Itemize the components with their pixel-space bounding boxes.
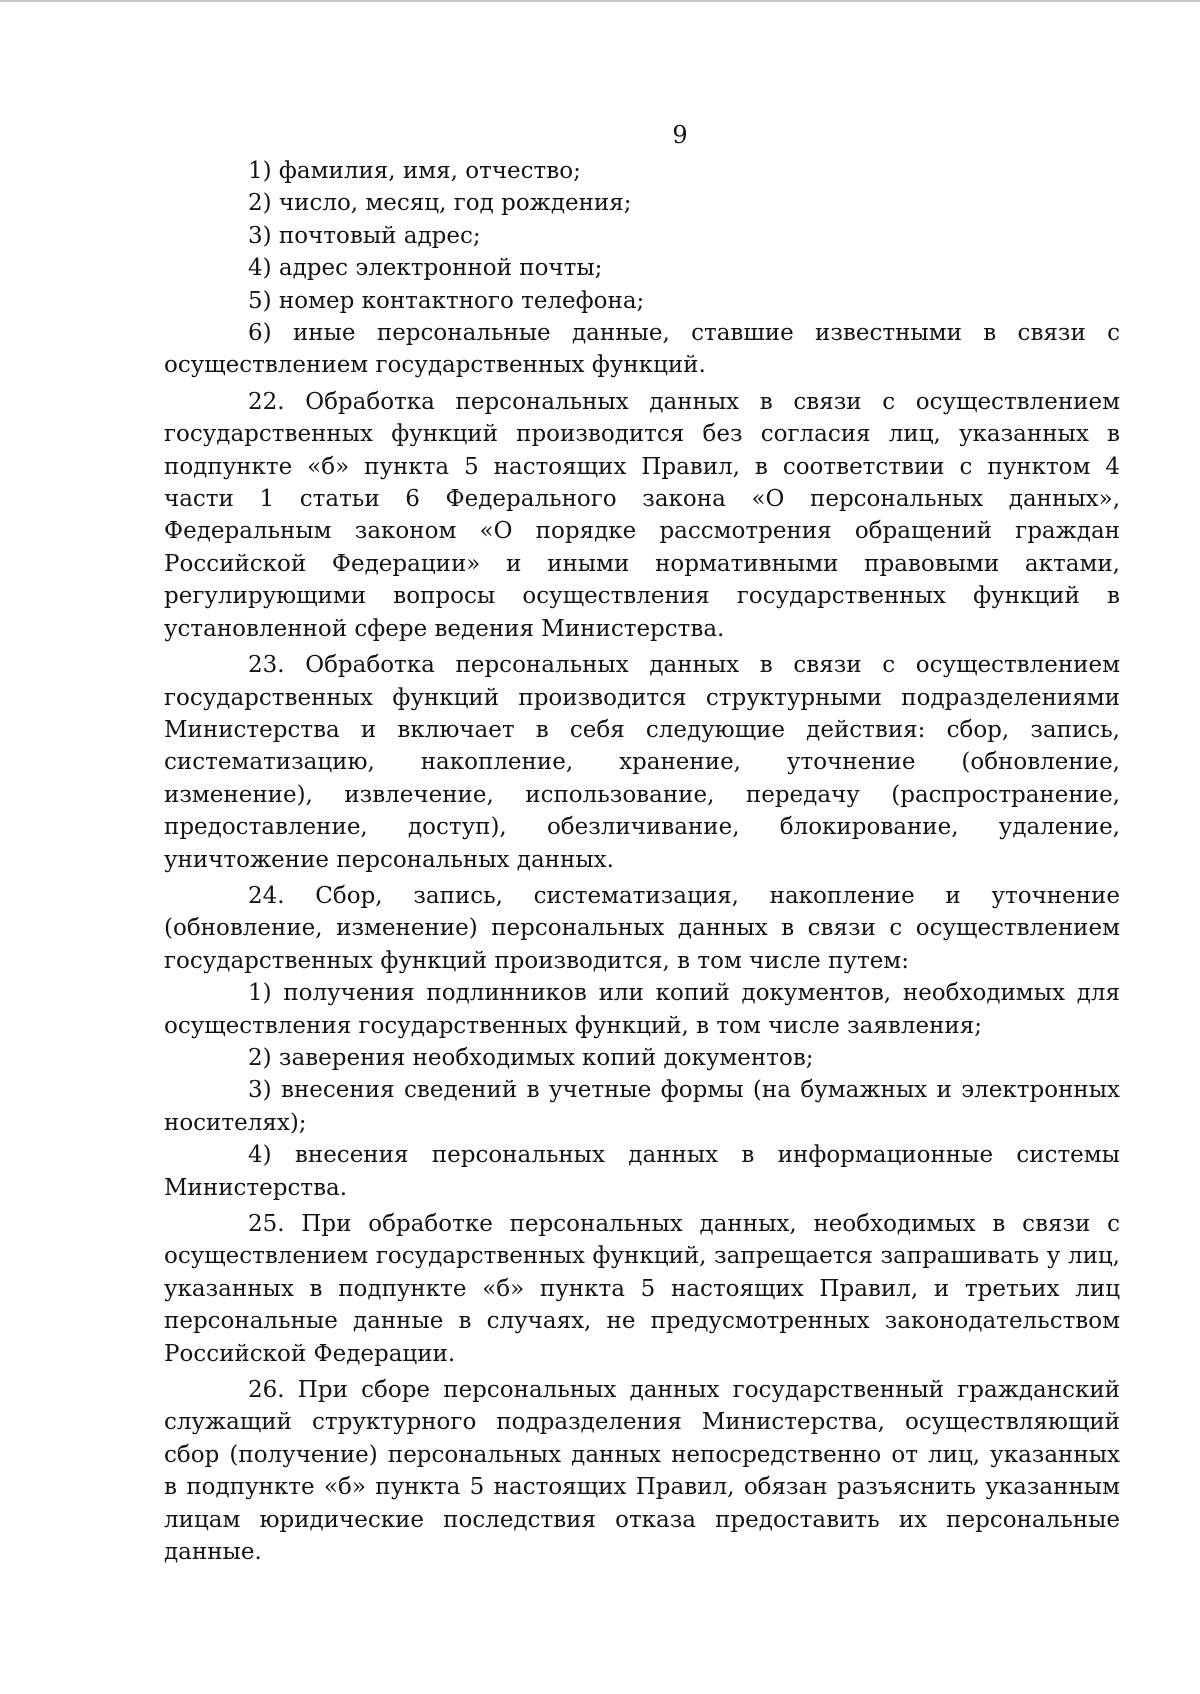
clause-26: 26. При сборе персональных данных государственный гражданский служащий структурного подразделения Министерства, осуществляющий сбор (получение) персональных данных непосредственно от лиц, указанных в подпункте «б» пункта 5 настоящих Правил, обязан разъяснить указанным лицам юридические последствия отказа предоставить их персональные данные. xyxy=(164,1377,1120,1566)
document-body xyxy=(164,155,1120,1568)
page-number: 9 xyxy=(672,121,688,149)
list-item-full-name: 1) фамилия, имя, отчество; xyxy=(248,158,581,184)
clause-24-item-2: 2) заверения необходимых копий документов; xyxy=(248,1044,814,1071)
clause-24-item-4: 4) внесения персональных данных в информационные системы Министерства. xyxy=(164,1142,1120,1201)
list-item-phone: 5) номер контактного телефона; xyxy=(248,287,645,314)
list-item-email: 4) адрес электронной почты; xyxy=(248,255,603,282)
list-item-birth-date: 2) число, месяц, год рождения; xyxy=(248,190,632,217)
clause-22: 22. Обработка персональных данных в связи с осуществлением государственных функций производится без согласия лиц, указанных в подпункте «б» пункта 5 настоящих Правил, в соответствии с пунктом 4 части 1 статьи 6 Федерального закона «О персональных данных», Федеральным законом «О порядке рассмотрения обращений граждан Российской Федерации» и иными нормативными правовыми актами, регулирующими вопросы осуществления государственных функций в установленной сфере ведения Министерства. xyxy=(164,388,1120,642)
clause-24-item-1: 1) получения подлинников или копий документов, необходимых для осуществления государственных функций, в том числе заявления; xyxy=(164,980,1120,1039)
clause-24-item-3: 3) внесения сведений в учетные формы (на бумажных и электронных носителях); xyxy=(164,1077,1120,1136)
list-item-other-data: 6) иные персональные данные, ставшие известными в связи с осуществлением государственных функций. xyxy=(164,320,1120,379)
clause-25: 25. При обработке персональных данных, необходимых в связи с осуществлением государственных функций, запрещается запрашивать у лиц, указанных в подпункте «б» пункта 5 настоящих Правил, и третьих лиц персональные данные в случаях, не предусмотренных законодательством Российской Федерации. xyxy=(164,1211,1120,1367)
clause-23: 23. Обработка персональных данных в связи с осуществлением государственных функций производится структурными подразделениями Министерства и включает в себя следующие действия: сбор, запись, систематизацию, накопление, хранение, уточнение (обновление, изменение), извлечение, использование, передачу (распространение, предоставление, доступ), обезличивание, блокирование, удаление, уничтожение персональных данных. xyxy=(164,652,1120,873)
scan-top-edge xyxy=(0,0,1200,2)
list-item-postal-address: 3) почтовый адрес; xyxy=(248,222,481,249)
clause-24: 24. Сбор, запись, систематизация, накопление и уточнение (обновление, изменение) персональных данных в связи с осуществлением государственных функций производится, в том числе путем: xyxy=(164,882,1120,974)
